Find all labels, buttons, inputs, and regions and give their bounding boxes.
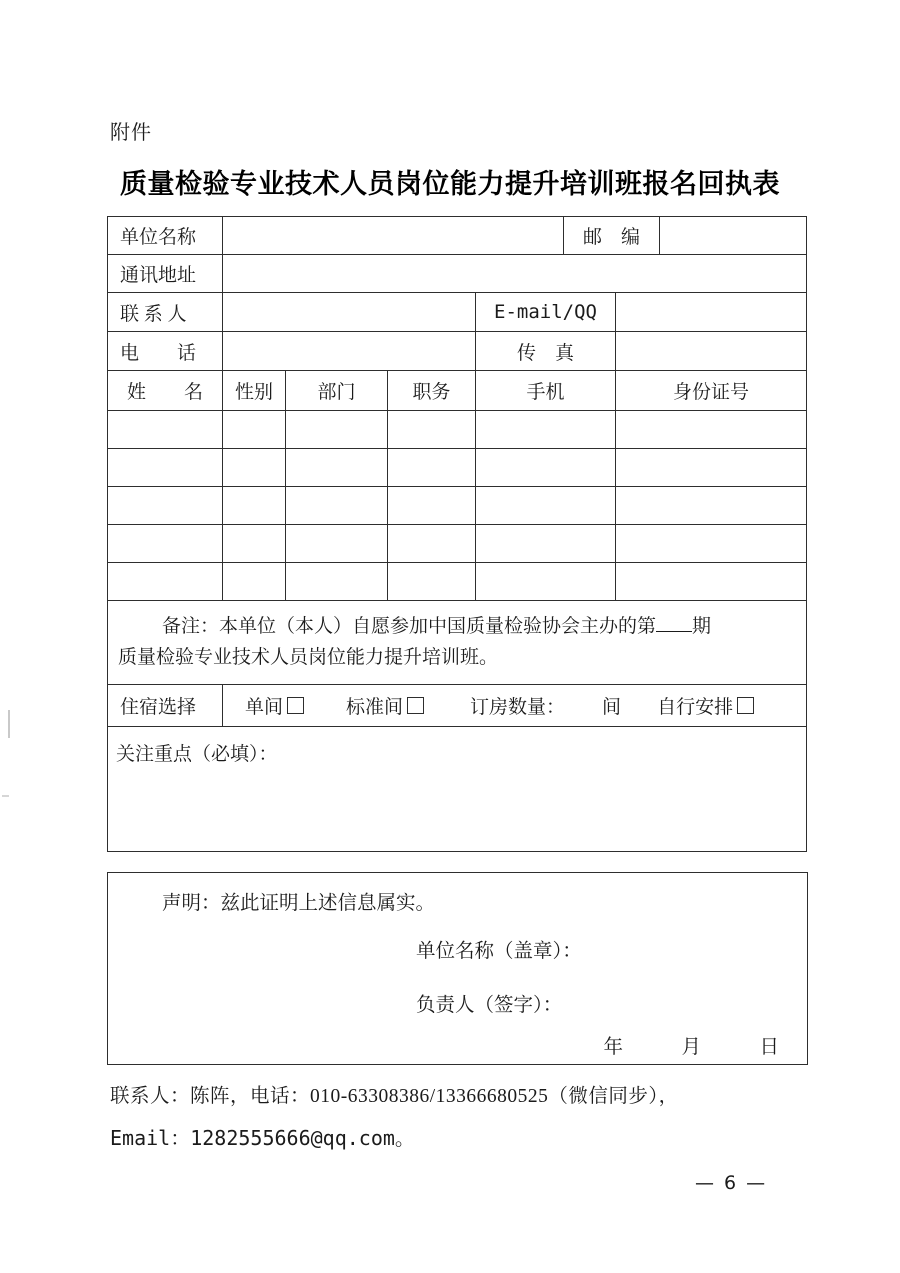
roster-name-field[interactable]: [108, 449, 223, 487]
roster-position-field[interactable]: [388, 487, 476, 525]
registration-form-table: [107, 216, 807, 852]
phone-label: 电 话: [108, 332, 223, 371]
roster-header-gender: 性别: [223, 371, 286, 411]
footer-contact-line: 联系人：陈阵，电话：010-63308386/13366680525（微信同步），: [110, 1086, 679, 1107]
address-label: 通讯地址: [108, 255, 223, 293]
roster-department-field[interactable]: [286, 487, 388, 525]
roster-id-number-field[interactable]: [616, 449, 807, 487]
fax-field[interactable]: [616, 332, 807, 371]
standard-room-option: [346, 692, 424, 719]
address-row: [108, 255, 807, 293]
accommodation-options-cell: [223, 685, 807, 727]
roster-header-name: 姓 名: [108, 371, 223, 411]
address-field[interactable]: [223, 255, 807, 293]
roster-name-field[interactable]: [108, 487, 223, 525]
roster-name-field[interactable]: [108, 563, 223, 601]
email-qq-label: E-mail/QQ: [476, 293, 616, 332]
roster-department-field[interactable]: [286, 449, 388, 487]
scan-artifact: [2, 795, 9, 797]
booking-qty-label: 订房数量：: [470, 697, 566, 718]
roster-header-id-number: 身份证号: [616, 371, 807, 411]
page-number: — 6 —: [695, 1172, 768, 1194]
roster-id-number-field[interactable]: [616, 411, 807, 449]
focus-input-area[interactable]: [108, 727, 807, 852]
roster-row: [108, 411, 807, 449]
responsible-sign-label: 负责人（签字）：: [416, 995, 563, 1016]
declaration-box: [107, 872, 808, 1065]
roster-position-field[interactable]: [388, 525, 476, 563]
roster-name-field[interactable]: [108, 411, 223, 449]
accommodation-label: 住宿选择: [108, 685, 223, 727]
unit-seal-label: 单位名称（盖章）：: [416, 941, 582, 962]
roster-header-department: 部门: [286, 371, 388, 411]
single-room-label: 单间: [245, 697, 284, 718]
scan-artifact: [8, 710, 10, 738]
roster-mobile-field[interactable]: [476, 563, 616, 601]
roster-row: [108, 487, 807, 525]
postal-code-field[interactable]: [660, 217, 807, 255]
focus-label: 关注重点（必填）：: [116, 744, 278, 765]
roster-row: [108, 449, 807, 487]
roster-id-number-field[interactable]: [616, 525, 807, 563]
attachment-label: 附件: [110, 122, 152, 144]
phone-row: [108, 332, 807, 371]
declaration-statement: 声明：兹此证明上述信息属实。: [162, 893, 436, 914]
unit-name-label: 单位名称: [108, 217, 223, 255]
self-arrange-option: [657, 692, 754, 719]
roster-name-field[interactable]: [108, 525, 223, 563]
phone-field[interactable]: [223, 332, 476, 371]
remark-line2: 质量检验专业技术人员岗位能力提升培训班。: [118, 646, 499, 668]
self-arrange-label: 自行安排: [657, 697, 734, 718]
roster-row: [108, 563, 807, 601]
roster-mobile-field[interactable]: [476, 411, 616, 449]
focus-row: [108, 727, 807, 852]
single-room-option: [245, 692, 304, 719]
standard-room-checkbox[interactable]: [407, 697, 424, 714]
accommodation-row: [108, 685, 807, 727]
session-number-blank[interactable]: [656, 612, 692, 632]
roster-gender-field[interactable]: [223, 449, 286, 487]
contact-field[interactable]: [223, 293, 476, 332]
roster-gender-field[interactable]: [223, 487, 286, 525]
roster-mobile-field[interactable]: [476, 525, 616, 563]
self-arrange-checkbox[interactable]: [737, 697, 754, 714]
roster-position-field[interactable]: [388, 563, 476, 601]
roster-department-field[interactable]: [286, 411, 388, 449]
roster-header-position: 职务: [388, 371, 476, 411]
fax-label: 传 真: [476, 332, 616, 371]
roster-id-number-field[interactable]: [616, 563, 807, 601]
unit-name-row: [108, 217, 807, 255]
contact-label: 联 系 人: [108, 293, 223, 332]
booking-qty-unit: 间: [602, 697, 622, 718]
roster-department-field[interactable]: [286, 563, 388, 601]
standard-room-label: 标准间: [346, 697, 404, 718]
roster-id-number-field[interactable]: [616, 487, 807, 525]
remark-row: [108, 601, 807, 685]
roster-mobile-field[interactable]: [476, 487, 616, 525]
date-line: 年 月 日: [603, 1037, 779, 1058]
email-qq-field[interactable]: [616, 293, 807, 332]
roster-gender-field[interactable]: [223, 563, 286, 601]
footer-email-line: Email：1282555666@qq.com。: [110, 1126, 415, 1150]
roster-header-row: [108, 371, 807, 411]
roster-mobile-field[interactable]: [476, 449, 616, 487]
roster-gender-field[interactable]: [223, 411, 286, 449]
remark-line1: 备注：本单位（本人）自愿参加中国质量检验协会主办的第 期: [118, 612, 796, 642]
roster-position-field[interactable]: [388, 411, 476, 449]
roster-header-mobile: 手机: [476, 371, 616, 411]
contact-row: [108, 293, 807, 332]
remark-cell: [108, 601, 807, 685]
booking-qty-field[interactable]: [565, 696, 602, 715]
unit-name-field[interactable]: [223, 217, 564, 255]
postal-code-label: 邮 编: [564, 217, 660, 255]
page-title: 质量检验专业技术人员岗位能力提升培训班报名回执表: [120, 169, 780, 199]
roster-gender-field[interactable]: [223, 525, 286, 563]
roster-department-field[interactable]: [286, 525, 388, 563]
roster-row: [108, 525, 807, 563]
roster-position-field[interactable]: [388, 449, 476, 487]
single-room-checkbox[interactable]: [287, 697, 304, 714]
